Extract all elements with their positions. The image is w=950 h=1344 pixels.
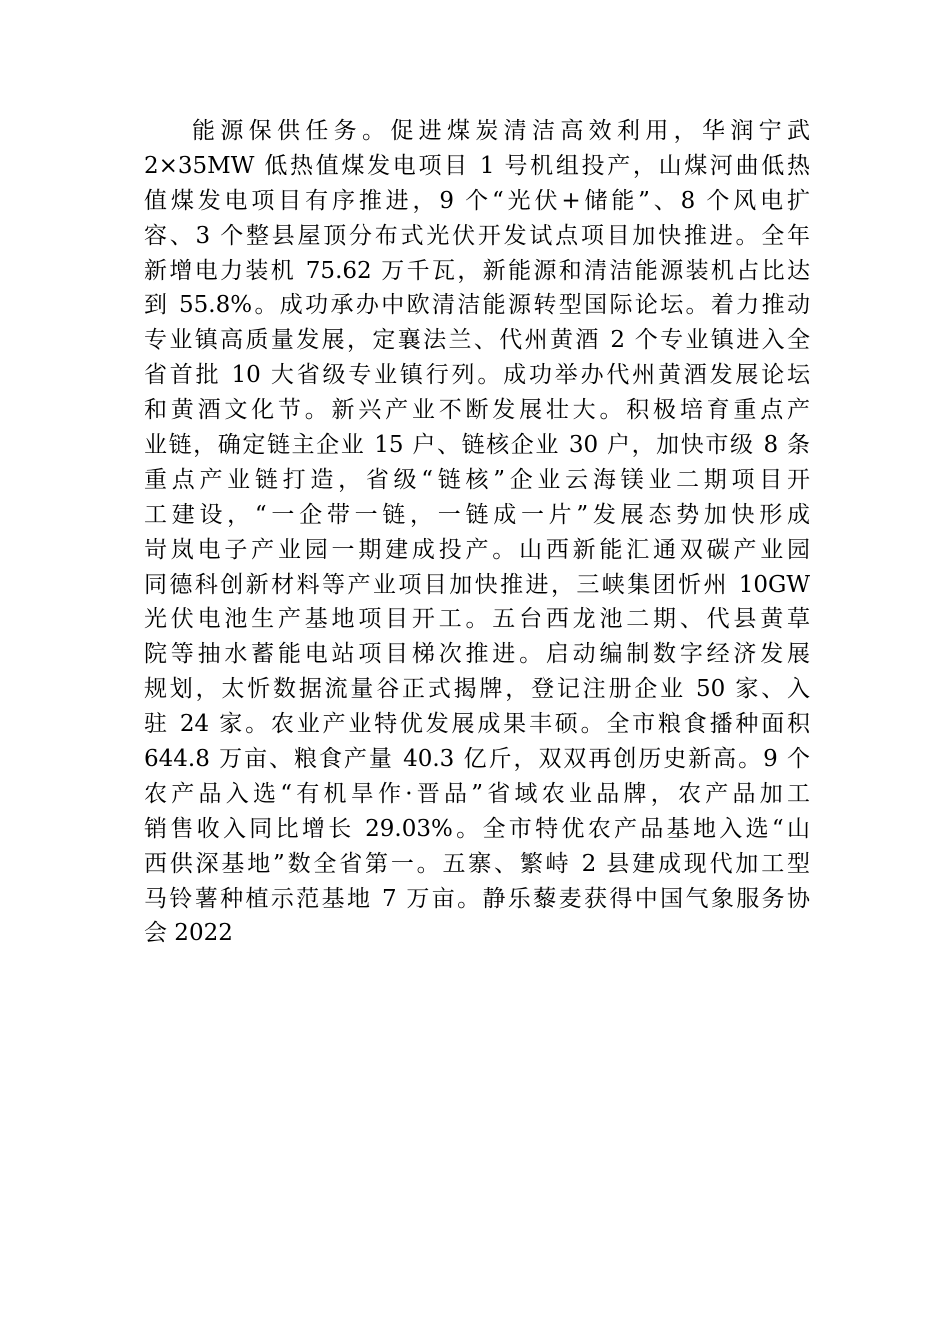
paragraph-line: 业链，确定链主企业 15 户、链核企业 30 户，加快市级 8 条 xyxy=(144,432,810,459)
body-paragraph xyxy=(144,114,810,951)
paragraph-line: 院等抽水蓄能电站项目梯次推进。启动编制数字经济发展 xyxy=(144,641,810,668)
paragraph-line: 农产品入选“有机旱作·晋品”省域农业品牌，农产品加工 xyxy=(144,780,810,807)
paragraph-line: 值煤发电项目有序推进，9 个“光伏+储能”、8 个风电扩 xyxy=(144,187,810,214)
paragraph-line: 省首批 10 大省级专业镇行列。成功举办代州黄酒发展论坛 xyxy=(144,362,810,389)
paragraph-line: 光伏电池生产基地项目开工。五台西龙池二期、代县黄草 xyxy=(144,606,810,633)
paragraph-line: 规划，太忻数据流量谷正式揭牌，登记注册企业 50 家、入 xyxy=(144,676,810,703)
paragraph-line: 销售收入同比增长 29.03%。全市特优农产品基地入选“山 xyxy=(144,815,810,842)
paragraph-line: 工建设，“一企带一链，一链成一片”发展态势加快形成 xyxy=(144,501,810,528)
paragraph-line: 同德科创新材料等产业项目加快推进，三峡集团忻州 10GW xyxy=(144,571,810,598)
paragraph-line: 驻 24 家。农业产业特优发展成果丰硕。全市粮食播种面积 xyxy=(144,711,810,738)
paragraph-line: 容、3 个整县屋顶分布式光伏开发试点项目加快推进。全年 xyxy=(144,222,810,249)
paragraph-line: 644.8 万亩、粮食产量 40.3 亿斤，双双再创历史新高。9 个 xyxy=(144,746,810,773)
paragraph-line: 新增电力装机 75.62 万千瓦，新能源和清洁能源装机占比达 xyxy=(144,257,810,284)
paragraph-line: 专业镇高质量发展，定襄法兰、代州黄酒 2 个专业镇进入全 xyxy=(144,327,810,354)
paragraph-line: 岢岚电子产业园一期建成投产。山西新能汇通双碳产业园 xyxy=(144,536,810,563)
paragraph-line: 2×35MW 低热值煤发电项目 1 号机组投产，山煤河曲低热 xyxy=(144,152,810,179)
paragraph-line: 西供深基地”数全省第一。五寨、繁峙 2 县建成现代加工型 xyxy=(144,850,810,877)
paragraph-line: 和黄酒文化节。新兴产业不断发展壮大。积极培育重点产 xyxy=(144,397,810,424)
paragraph-line: 能源保供任务。促进煤炭清洁高效利用，华润宁武 xyxy=(192,118,810,144)
paragraph-line: 到 55.8%。成功承办中欧清洁能源转型国际论坛。着力推动 xyxy=(144,292,810,319)
paragraph-line: 重点产业链打造，省级“链核”企业云海镁业二期项目开 xyxy=(144,466,810,493)
paragraph-line: 马铃薯种植示范基地 7 万亩。静乐藜麦获得中国气象服务协 xyxy=(144,885,810,912)
paragraph-line: 会 2022 xyxy=(144,920,233,947)
